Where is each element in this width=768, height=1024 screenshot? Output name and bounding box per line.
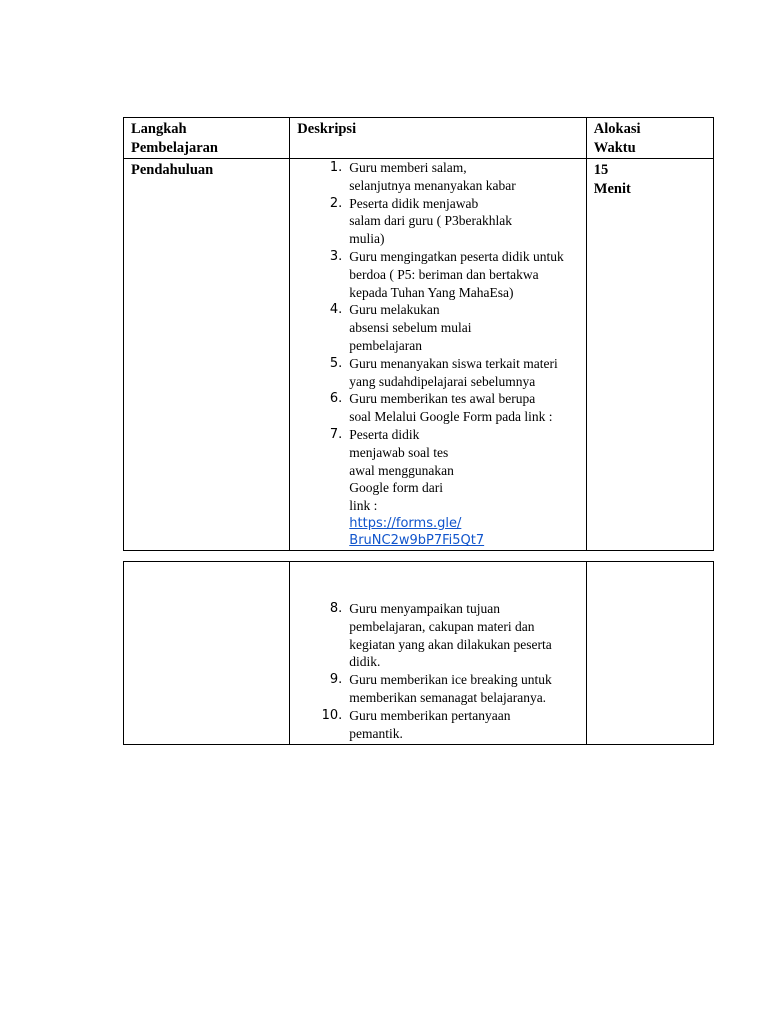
item-number: 10. bbox=[321, 707, 343, 723]
description-cell bbox=[290, 562, 587, 745]
list-item bbox=[290, 600, 575, 671]
item-line: kegiatan yang akan dilakukan peserta bbox=[349, 636, 552, 652]
item-line: Guru mengingatkan peserta didik untuk bbox=[349, 248, 564, 264]
stage-cell-empty bbox=[124, 562, 290, 745]
item-line: kepada Tuhan Yang MahaEsa) bbox=[349, 284, 514, 300]
item-number: 7. bbox=[329, 426, 343, 442]
link-line: https://forms.gle/ bbox=[349, 515, 462, 531]
header-deskripsi: Deskripsi bbox=[297, 121, 357, 137]
item-line: Guru memberikan ice breaking untuk bbox=[349, 672, 552, 688]
time-cell-empty bbox=[586, 562, 713, 745]
item-line: Peserta didik bbox=[349, 426, 420, 442]
item-line: Google form dari bbox=[349, 480, 444, 496]
item-line: Guru menyampaikan tujuan bbox=[349, 601, 500, 616]
item-line: absensi sebelum mulai bbox=[349, 320, 472, 336]
time-value: 15 bbox=[593, 162, 609, 178]
table-header-row bbox=[124, 118, 714, 159]
item-number: 5. bbox=[329, 355, 343, 371]
item-line: menjawab soal tes bbox=[349, 444, 449, 460]
item-line: soal Melalui Google Form pada link : bbox=[349, 409, 553, 425]
list-item bbox=[290, 707, 575, 743]
item-line: pembelajaran bbox=[349, 337, 422, 353]
item-line: Guru memberi salam, bbox=[349, 160, 467, 175]
header-cell-langkah bbox=[124, 118, 290, 159]
item-number: 9. bbox=[329, 672, 343, 688]
google-form-link[interactable] bbox=[349, 515, 575, 550]
table-row bbox=[124, 159, 714, 551]
header-langkah-line2: Pembelajaran bbox=[131, 140, 218, 156]
header-alokasi-line1: Alokasi bbox=[593, 121, 641, 137]
description-cell bbox=[290, 159, 587, 551]
list-item bbox=[290, 390, 575, 426]
item-line: mulia) bbox=[349, 231, 385, 247]
item-number: 8. bbox=[329, 601, 343, 616]
item-line: Guru melakukan bbox=[349, 302, 440, 318]
item-number: 4. bbox=[329, 302, 343, 318]
activity-list bbox=[290, 159, 586, 550]
item-line: pembelajaran, cakupan materi dan bbox=[349, 618, 535, 634]
item-line: Peserta didik menjawab bbox=[349, 195, 479, 211]
stage-cell bbox=[124, 159, 290, 551]
list-item bbox=[290, 159, 575, 195]
item-line: awal menggunakan bbox=[349, 462, 454, 478]
list-item bbox=[290, 355, 575, 391]
item-line: Guru memberikan pertanyaan bbox=[349, 707, 511, 723]
item-number: 2. bbox=[329, 195, 343, 211]
link-line: BruNC2w9bP7Fi5Qt7 bbox=[349, 533, 485, 549]
list-item bbox=[290, 195, 575, 248]
stage-label: Pendahuluan bbox=[131, 162, 214, 178]
activity-list bbox=[290, 562, 586, 744]
item-line: Guru menanyakan siswa terkait materi bbox=[349, 355, 558, 371]
lesson-table bbox=[123, 117, 714, 551]
header-cell-deskripsi bbox=[290, 118, 587, 159]
item-line: link : bbox=[349, 498, 378, 514]
time-cell bbox=[586, 159, 713, 551]
item-number: 6. bbox=[329, 391, 343, 407]
item-line: didik. bbox=[349, 654, 381, 670]
time-unit: Menit bbox=[593, 181, 631, 197]
header-cell-alokasi bbox=[586, 118, 713, 159]
item-line: Guru memberikan tes awal berupa bbox=[349, 391, 536, 407]
list-item bbox=[290, 426, 575, 550]
header-alokasi-line2: Waktu bbox=[593, 140, 636, 156]
item-number: 3. bbox=[329, 248, 343, 264]
item-line: yang sudahdipelajarai sebelumnya bbox=[349, 373, 536, 389]
item-line: memberikan semanagat belajaranya. bbox=[349, 689, 547, 705]
item-line: berdoa ( P5: beriman dan bertakwa bbox=[349, 266, 539, 282]
list-item bbox=[290, 671, 575, 707]
list-item bbox=[290, 248, 575, 301]
lesson-table-continued bbox=[123, 561, 714, 745]
item-number: 1. bbox=[329, 160, 343, 175]
list-item bbox=[290, 301, 575, 354]
item-line: salam dari guru ( P3berakhlak bbox=[349, 213, 512, 229]
table-row bbox=[124, 562, 714, 745]
item-line: pemantik. bbox=[349, 725, 403, 741]
header-langkah-line1: Langkah bbox=[131, 121, 187, 137]
item-line: selanjutnya menanyakan kabar bbox=[349, 177, 516, 193]
